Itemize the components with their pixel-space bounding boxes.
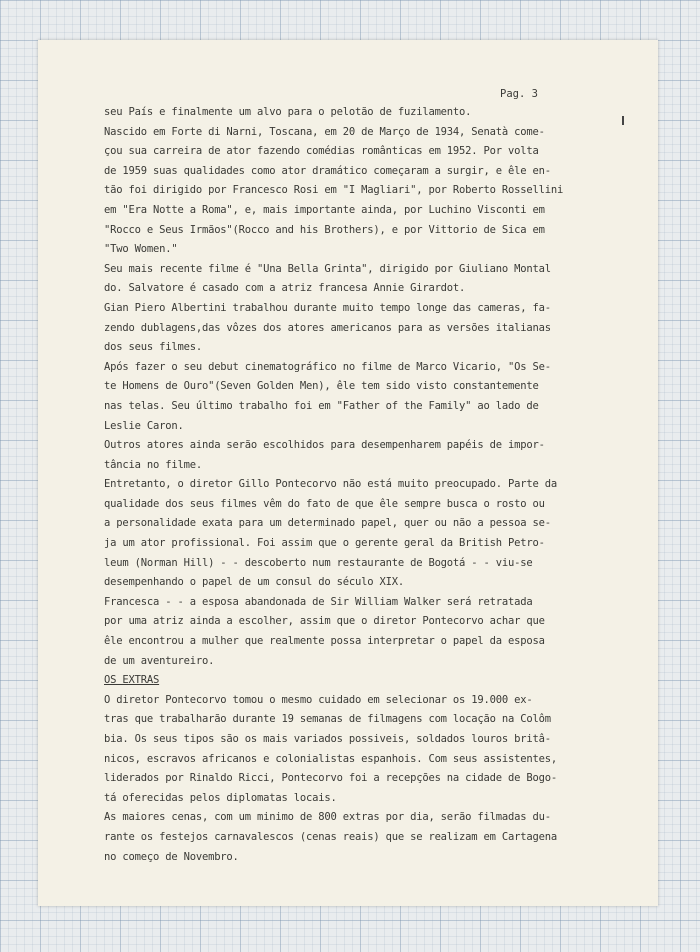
text-line: "Rocco e Seus Irmãos"(Rocco and his Brothers), e por Vittorio de Sica em [104, 223, 545, 236]
text-line: qualidade dos seus filmes vêm do fato de que êle sempre busca o rosto ou [104, 497, 545, 510]
text-line: Gian Piero Albertini trabalhou durante muito tempo longe das cameras, fa- [104, 301, 551, 314]
text-line: por uma atriz ainda a escolher, assim que o diretor Pontecorvo achar que [104, 615, 545, 628]
text-line: leum (Norman Hill) - - descoberto num restaurante de Bogotá - - viu-se [104, 556, 533, 569]
text-line: Após fazer o seu debut cinematográfico no filme de Marco Vicario, "Os Se- [104, 360, 551, 373]
text-line: As maiores cenas, com um minimo de 800 extras por dia, serão filmadas du- [104, 811, 551, 824]
text-line: te Homens de Ouro"(Seven Golden Men), êle tem sido visto constantemente [104, 380, 539, 393]
document-page [38, 40, 658, 906]
text-line: nas telas. Seu último trabalho foi em "Father of the Family" ao lado de [104, 399, 539, 412]
text-line: Seu mais recente filme é "Una Bella Grinta", dirigido por Giuliano Montal [104, 262, 551, 275]
margin-mark [622, 116, 624, 125]
text-line: Entretanto, o diretor Gillo Pontecorvo não está muito preocupado. Parte da [104, 478, 557, 491]
typewritten-body [104, 103, 604, 867]
page-number: Pag. 3 [500, 88, 538, 100]
section-heading: OS EXTRAS [104, 674, 160, 687]
text-line: liderados por Rinaldo Ricci, Pontecorvo foi a recepções na cidade de Bogo- [104, 772, 557, 785]
text-line: rante os festejos carnavalescos (cenas reais) que se realizam em Cartagena [104, 830, 557, 843]
text-line: tá oferecidas pelos diplomatas locais. [104, 791, 337, 804]
text-line: de um aventureiro. [104, 654, 215, 667]
text-line: desempenhando o papel de um consul do século XIX. [104, 576, 404, 589]
text-line: zendo dublagens,das vôzes dos atores americanos para as versões italianas [104, 321, 551, 334]
text-line: tão foi dirigido por Francesco Rosi em "I Magliari", por Roberto Rossellini [104, 184, 564, 197]
text-line: de 1959 suas qualidades como ator dramático começaram a surgir, e êle en- [104, 164, 551, 177]
text-line: tras que trabalharão durante 19 semanas de filmagens com locação na Colôm [104, 713, 551, 726]
text-line: Leslie Caron. [104, 419, 184, 432]
text-line: seu País e finalmente um alvo para o pelotão de fuzilamento. [104, 106, 472, 118]
text-line: ja um ator profissional. Foi assim que o gerente geral da British Petro- [104, 537, 545, 550]
text-line: no começo de Novembro. [104, 850, 239, 863]
text-line: tância no filme. [104, 458, 202, 471]
text-line: bia. Os seus tipos são os mais variados possiveis, soldados louros britâ- [104, 733, 551, 745]
text-line: çou sua carreira de ator fazendo comédias românticas em 1952. Por volta [104, 145, 539, 158]
text-line: Nascido em Forte di Narni, Toscana, em 20 de Março de 1934, Senatà come- [104, 125, 545, 138]
text-line: em "Era Notte a Roma", e, mais importante ainda, por Luchino Visconti em [104, 203, 545, 216]
text-line: Francesca - - a esposa abandonada de Sir William Walker será retratada [104, 595, 533, 608]
text-line: dos seus filmes. [104, 341, 202, 354]
text-line: O diretor Pontecorvo tomou o mesmo cuidado em selecionar os 19.000 ex- [104, 693, 533, 706]
text-line: "Two Women." [104, 243, 178, 256]
text-line: a personalidade exata para um determinado papel, quer ou não a pessoa se- [104, 517, 551, 530]
text-line: Outros atores ainda serão escolhidos para desempenharem papéis de impor- [104, 439, 545, 452]
text-line: do. Salvatore é casado com a atriz francesa Annie Girardot. [104, 282, 466, 295]
text-line: êle encontrou a mulher que realmente possa interpretar o papel da esposa [104, 635, 545, 648]
text-line: nicos, escravos africanos e colonialistas espanhois. Com seus assistentes, [104, 752, 557, 765]
